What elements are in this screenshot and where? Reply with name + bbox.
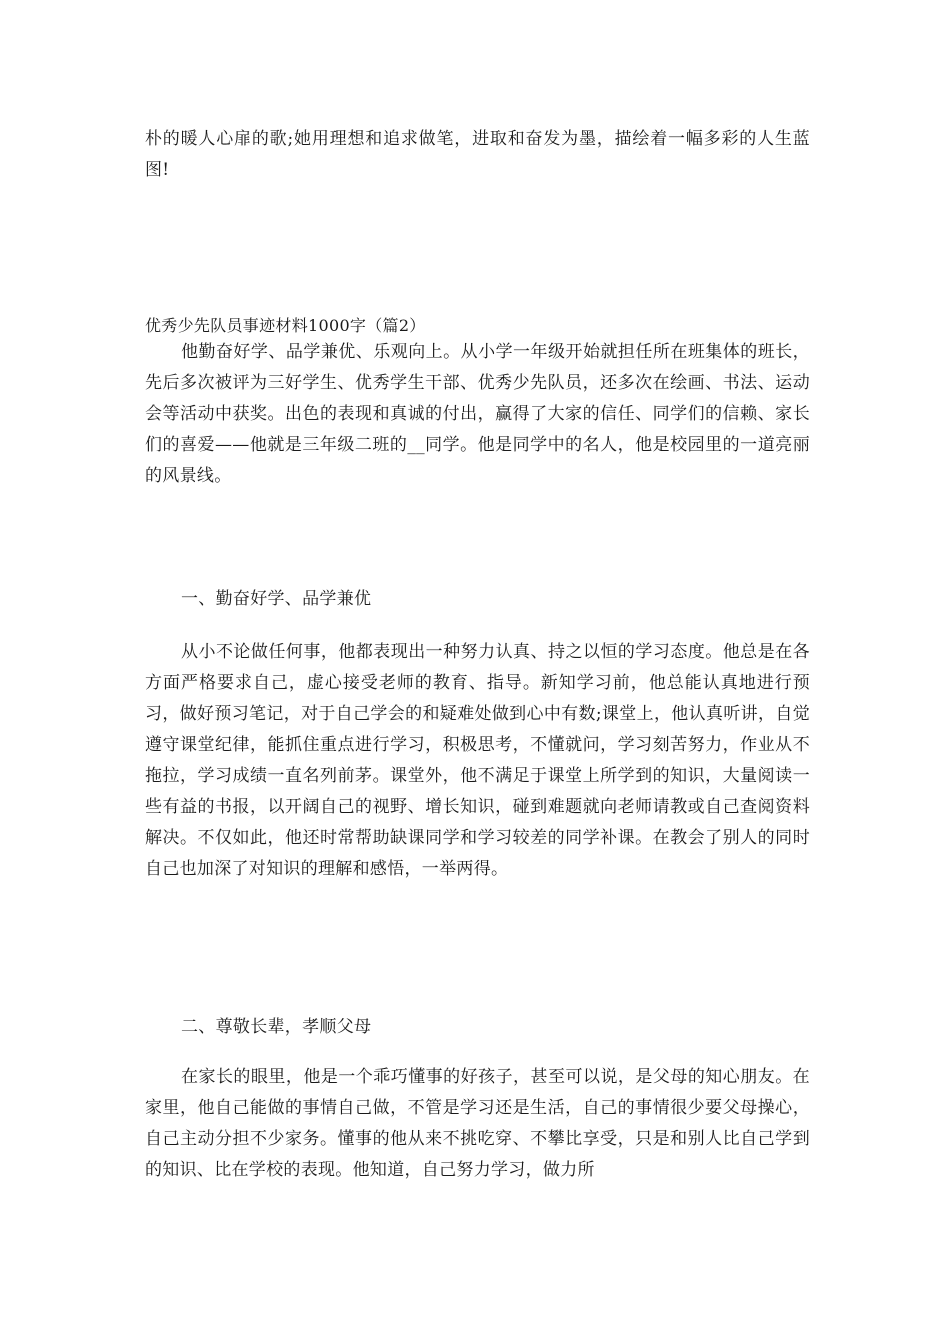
section-2-heading: 二、尊敬长辈，孝顺父母: [181, 1017, 372, 1037]
document-title: 优秀少先队员事迹材料1000字（篇2）: [145, 316, 426, 335]
section-1-paragraph: 从小不论做任何事，他都表现出一种努力认真、持之以恒的学习态度。他总是在各方面严格要求自己，虚心接受老师的教育、指导。新知学习前，他总能认真地进行预习，做好预习笔记，对于自己学会的和疑难处做到心中有数;课堂上，他认真听讲，自觉遵守课堂纪律，能抓住重点进行学习，积极思考，不懂就问，学习刻苦努力，作业从不拖拉，学习成绩一直名列前茅。课堂外，他不满足于课堂上所学到的知识，大量阅读一些有益的书报，以开阔自己的视野、增长知识，碰到难题就向老师请教或自己查阅资料解决。不仅如此，他还时常帮助缺课同学和学习较差的同学补课。在教会了别人的同时自己也加深了对知识的理解和感悟，一举两得。: [145, 642, 810, 879]
section-1-heading: 一、勤奋好学、品学兼优: [181, 589, 372, 609]
section-2-paragraph: 在家长的眼里，他是一个乖巧懂事的好孩子，甚至可以说，是父母的知心朋友。在家里，他自己能做的事情自己做，不管是学习还是生活，自己的事情很少要父母操心，自己主动分担不少家务。懂事的他从来不挑吃穿、不攀比享受，只是和别人比自己学到的知识、比在学校的表现。他知道，自己努力学习，做力所: [145, 1067, 810, 1180]
intro-paragraph: 朴的暖人心扉的歌;她用理想和追求做笔，进取和奋发为墨，描绘着一幅多彩的人生蓝图!: [145, 129, 810, 180]
paragraph-1: 他勤奋好学、品学兼优、乐观向上。从小学一年级开始就担任所在班集体的班长，先后多次被评为三好学生、优秀学生干部、优秀少先队员，还多次在绘画、书法、运动会等活动中获奖。出色的表现和真诚的付出，赢得了大家的信任、同学们的信赖、家长们的喜爱——他就是三年级二班的__同学。他是同学中的名人，他是校园里的一道亮丽的风景线。: [145, 342, 810, 486]
